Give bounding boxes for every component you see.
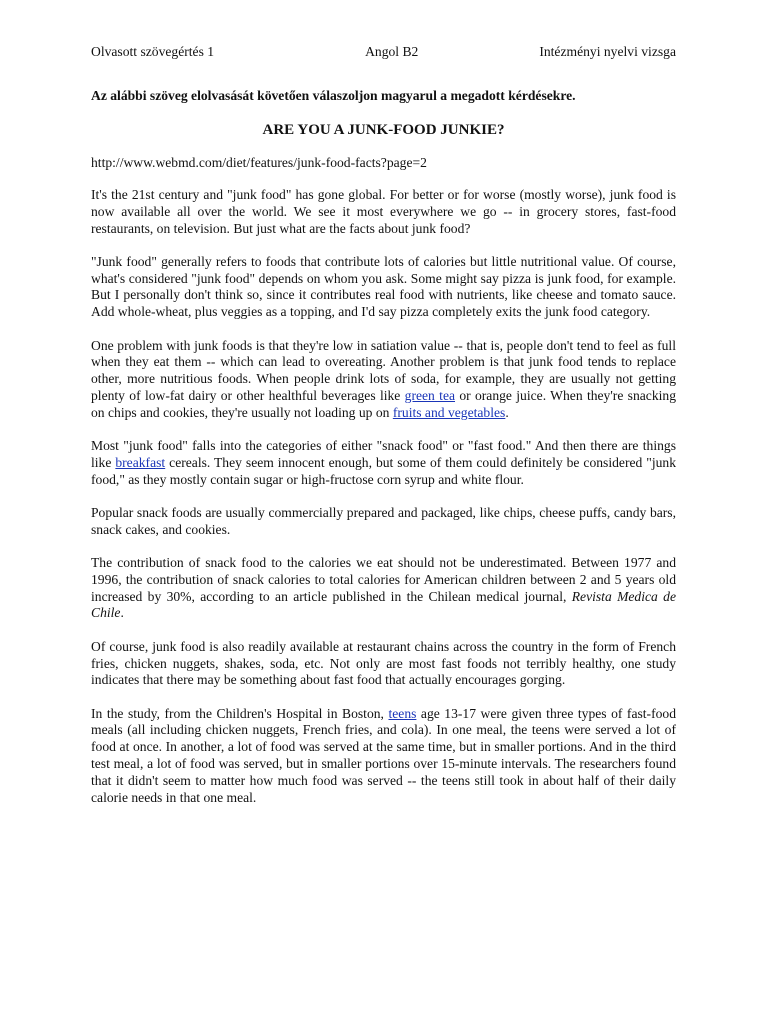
paragraph-6-text-a: The contribution of snack food to the calories we eat should not be underestimated. Between 1977 and 1996, the contribution of snack calories to total calories for American children between 2 and 5 years old increased by 30%, according to an article published in the Chilean medical journal, [91, 555, 676, 604]
paragraph-2: "Junk food" generally refers to foods that contribute lots of calories but little nutritional value. Of course, what's considered "junk food" depends on whom you ask. Some might say pizza is junk food, for example. But I personally don't think so, since it contributes real food with nutrients, like cheese and tomato sauce. Add whole-wheat, plus veggies as a topping, and I'd say pizza completely exits the junk food category. [91, 253, 676, 320]
paragraph-3-text-c: . [505, 404, 509, 420]
exam-instruction: Az alábbi szöveg elolvasását követően válaszoljon magyarul a megadott kérdésekre. [91, 88, 576, 103]
paragraph-1: It's the 21st century and "junk food" has gone global. For better or for worse (mostly worse), junk food is now available all over the world. We see it most everywhere we go -- in grocery stores, fast-food restaurants, on television. But just what are the facts about junk food? [91, 187, 676, 236]
breakfast-link[interactable]: breakfast [115, 454, 166, 470]
page-header [91, 43, 676, 60]
paragraph-6-text-b: . [120, 605, 124, 621]
paragraph-3 [91, 338, 676, 422]
paragraph-6 [91, 555, 676, 622]
header-center: Angol B2 [365, 44, 419, 59]
paragraph-4-text-a: Most "junk food" falls into the categories of either "snack food" or "fast food." And then there are things like [91, 438, 676, 470]
fruits-and-vegetables-link[interactable]: fruits and vegetables [392, 404, 506, 420]
green-tea-link[interactable]: green tea [404, 387, 456, 403]
article-title: ARE YOU A JUNK-FOOD JUNKIE? [262, 122, 505, 138]
journal-name: Revista Medica de Chile [91, 588, 676, 621]
header-right: Intézményi nyelvi vizsga [539, 44, 676, 59]
paragraph-4-text-b: cereals. They seem innocent enough, but some of them could definitely be considered "junk food," as they mostly contain sugar or high-fructose corn syrup and white flour. [91, 454, 676, 487]
paragraph-8-text-b: age 13-17 were given three types of fast-food meals (all including chicken nuggets, French fries, and cola). In one meal, the teens were served a lot of food at once. In another, a lot of food was served at the same time, but in smaller portions. And in the third test meal, a lot of food was served, but in smaller portions over 15-minute intervals. The researchers found that it didn't seem to matter how much food was served -- the teens still took in about half of their daily calorie needs in that one meal. [91, 705, 676, 805]
header-left: Olvasott szövegértés 1 [91, 44, 215, 59]
paragraph-4 [91, 438, 676, 488]
teens-link[interactable]: teens [388, 705, 417, 721]
paragraph-3-text-b: or orange juice. When they're snacking on chips and cookies, they're usually not loading up on [91, 387, 676, 420]
paragraph-8-text-a: In the study, from the Children's Hospital in Boston, [91, 705, 389, 721]
paragraph-3-text-a: One problem with junk foods is that they're low in satiation value -- that is, people don't tend to feel as full when they eat them -- which can lead to overeating. Another problem is that junk food tends to replace other, more nutritious foods. When people drink lots of soda, for example, they are usually not getting plenty of low-fat dairy or other healthful beverages like [91, 337, 676, 403]
paragraph-7: Of course, junk food is also readily available at restaurant chains across the country in the form of French fries, chicken nuggets, shakes, soda, etc. Not only are most fast foods not terribly healthy, one study indicates that there may be something about fast food that actually encourages gorging. [91, 638, 676, 688]
paragraph-8 [91, 706, 676, 807]
paragraph-5: Popular snack foods are usually commercially prepared and packaged, like chips, cheese puffs, candy bars, snack cakes, and cookies. [91, 504, 676, 537]
source-url: http://www.webmd.com/diet/features/junk-food-facts?page=2 [91, 155, 427, 170]
